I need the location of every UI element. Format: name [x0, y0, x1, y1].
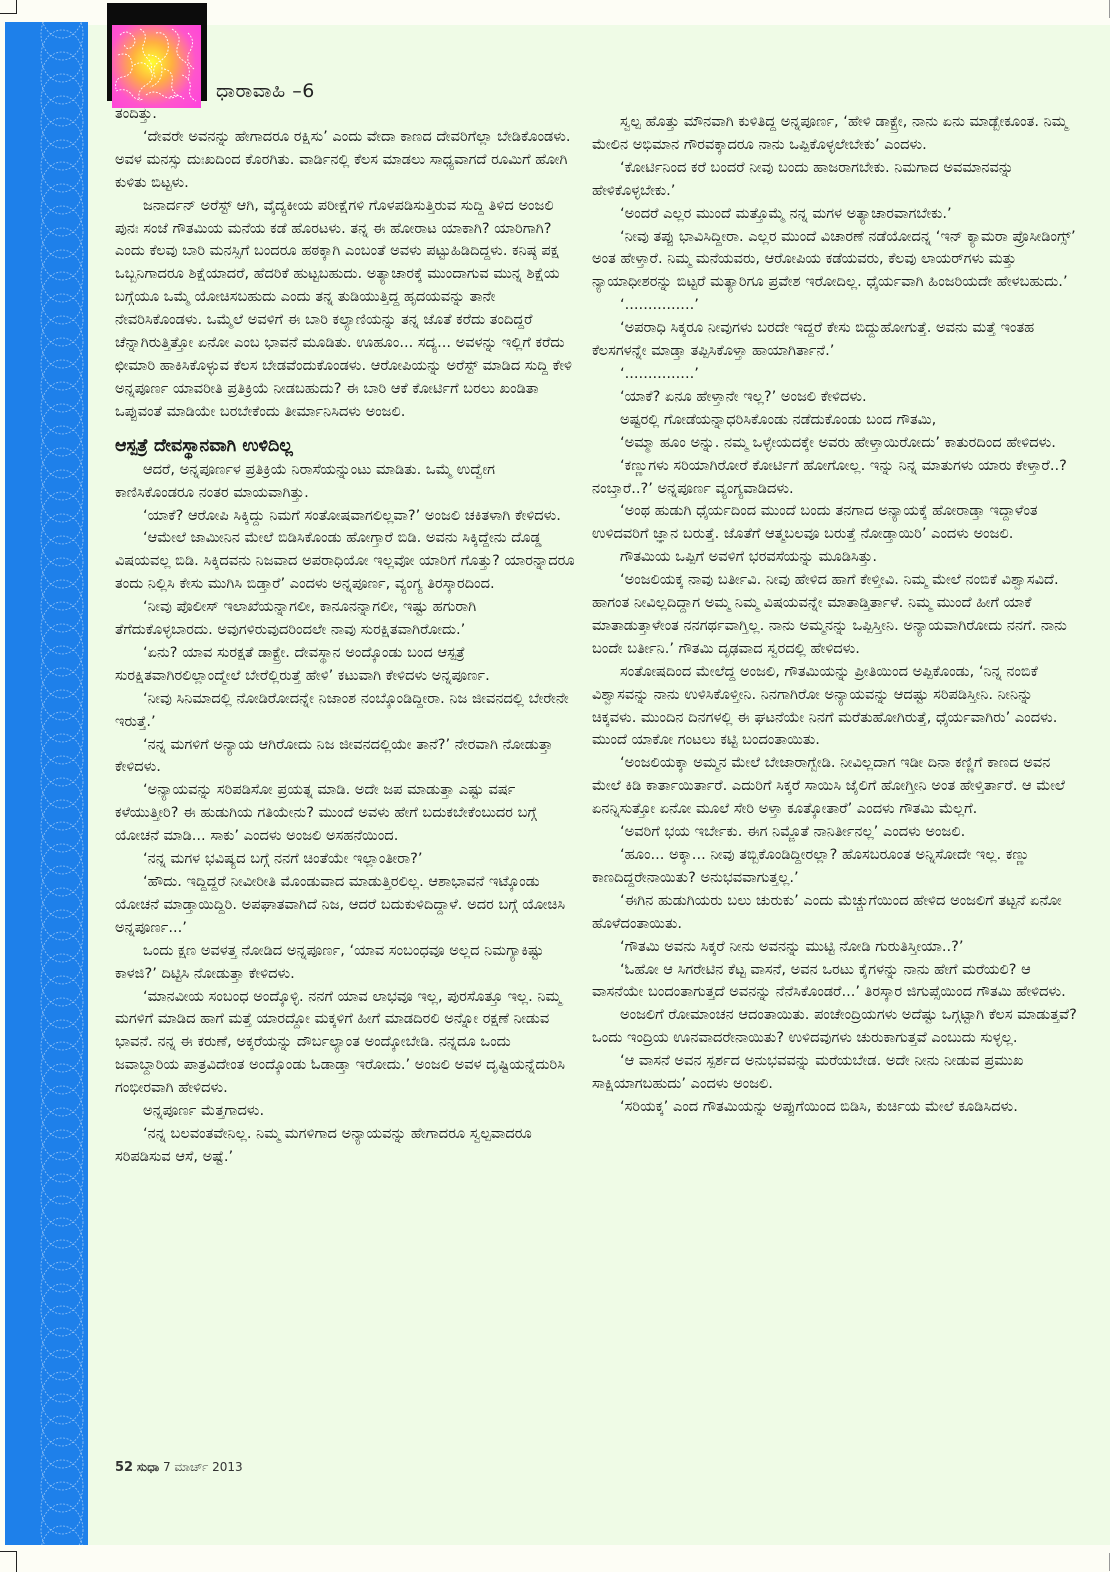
circle-ring: [41, 22, 83, 60]
paragraph: ಸಂತೋಷದಿಂದ ಮೇಲೆದ್ದ ಅಂಜಲಿ, ಗೌತಮಿಯನ್ನು ಪ್ರೀತಿಯಿಂದ ಅಪ್ಪಿಕೊಂಡು, ‘ನಿನ್ನ ನಂಬಿಕೆ ವಿಶ್ವಾಸವನ್ನು ನಾನು ಉಳಿಸಿಕೊಳ್ತೀನಿ. ನಿನಗಾಗಿರೋ ಅನ್ಯಾಯವನ್ನು ಆದಷ್ಟು ಸರಿಪಡಿಸ್ತೀನಿ. ನೀನಿನ್ನು ಚಿಕ್ಕವಳು. ಮುಂದಿನ ದಿನಗಳಲ್ಲಿ ಈ ಘಟನೆಯೇ ನಿನಗೆ ಮರೆತುಹೋಗಿರುತ್ತೆ, ಧೈರ್ಯವಾಗಿರು’ ಎಂದಳು. ಮುಂದೆ ಯಾಕೋ ಗಂಟಲು ಕಟ್ಟಿ ಬಂದಂತಾಯಿತು.: [592, 662, 1058, 749]
magazine-name: ಸುಧಾ: [136, 1460, 160, 1474]
paragraph: ‘ನೀವು ಸಿನಿಮಾದಲ್ಲಿ ನೋಡಿರೋದನ್ನೇ ನಿಜಾಂಶ ನಂಬ್ಕೊಂಡಿದ್ದೀರಾ. ನಿಜ ಜೀವನದಲ್ಲಿ ಬೇರೇನೇ ಇರುತ್ತೆ.’: [115, 689, 569, 730]
decorative-sidebar: [5, 22, 88, 1545]
paragraph: ‘ಓಹೋ ಆ ಸಿಗರೇಟಿನ ಕೆಟ್ಟ ವಾಸನೆ, ಅವನ ಒರಟು ಕೈಗಳನ್ನು ನಾನು ಹೇಗೆ ಮರೆಯಲಿ? ಆ ವಾಸನೆಯೇ ಬಂದಂತಾಗುತ್ತದೆ ಅವನನ್ನು ನೆನೆಸಿಕೊಂಡರೆ...’ ತಿರಸ್ಕಾರ ಜಿಗುಪ್ಸೆಯಿಂದ ಗೌತಮಿ ಹೇಳಿದಳು.: [592, 960, 1066, 1001]
paragraph: ಸ್ವಲ್ಪ ಹೊತ್ತು ಮೌನವಾಗಿ ಕುಳಿತಿದ್ದ ಅನ್ನಪೂರ್ಣ, ‘ಹೇಳಿ ಡಾಕ್ಟ್ರೇ, ನಾನು ಏನು ಮಾಡ್ಬೇಕೂಂತ. ನಿಮ್ಮ ಮೇಲಿನ ಅಭಿಮಾನ ಗೌರವಕ್ಕಾದರೂ ನಾನು ಒಪ್ಪಿಕೊಳ್ಳಲೇಬೇಕು’ ಎಂದಳು.: [592, 113, 1068, 153]
series-title: ಧಾರಾವಾಹಿ –6: [216, 80, 315, 102]
paragraph: ‘ಈಗಿನ ಹುಡುಗಿಯರು ಬಲು ಚುರುಕು’ ಎಂದು ಮೆಚ್ಚುಗೆಯಿಂದ ಹೇಳಿದ ಅಂಜಲಿಗೆ ತಟ್ಟನೆ ಏನೋ ಹೊಳೆದಂತಾಯಿತು.: [592, 891, 1062, 932]
paragraph: ‘ಕೋರ್ಟಿನಿಂದ ಕರೆ ಬಂದರೆ ನೀವು ಬಂದು ಹಾಜರಾಗಬೇಕು. ನಿಮಗಾದ ಅವಮಾನವನ್ನು ಹೇಳಿಕೊಳ್ಳಬೇಕು.’: [592, 158, 1014, 199]
paragraph: ‘ಯಾಕೆ? ಏನೂ ಹೇಳ್ತಾನೇ ಇಲ್ಲ?’ ಅಂಜಲಿ ಕೇಳಿದಳು.: [620, 387, 867, 405]
paragraph: ‘ಯಾಕೆ? ಆರೋಪಿ ಸಿಕ್ಕಿದ್ದು ನಿಮಗೆ ಸಂತೋಷವಾಗಲಿಲ್ಲವಾ?’ ಅಂಜಲಿ ಚಕಿತಳಾಗಿ ಕೇಳಿದಳು.: [143, 506, 561, 524]
circle-pattern-icon: [5, 22, 88, 1545]
paragraph: ‘ಹೂಂ... ಅಕ್ಕಾ... ನೀವು ತಬ್ಬಿಕೊಂಡಿದ್ದೀರಲ್ಲಾ? ಹೊಸಬರೂಂತ ಅನ್ನಿಸೋದೇ ಇಲ್ಲ. ಕಣ್ಣು ಕಾಣದಿದ್ದರೇನಾಯಿತು? ಅನುಭವವಾಗುತ್ತಲ್ಲ.’: [592, 846, 1030, 886]
paragraph: ‘ದೇವರೇ ಅವನನ್ನು ಹೇಗಾದರೂ ರಕ್ಷಿಸು’ ಎಂದು ವೇದಾ ಕಾಣದ ದೇವರಿಗೆಲ್ಲಾ ಬೇಡಿಕೊಂಡಳು. ಅವಳ ಮನಸ್ಸು ದುಃಖದಿಂದ ಕೊರಗಿತು. ವಾರ್ಡಿನಲ್ಲಿ ಕೆಲಸ ಮಾಡಲು ಸಾಧ್ಯವಾಗದೆ ರೂಮಿಗೆ ಹೋಗಿ ಕುಳಿತು ಬಿಟ್ಟಳು.: [115, 127, 571, 191]
paragraph: ‘...............’: [620, 364, 699, 382]
issue-date: 7 ಮಾರ್ಚ್ 2013: [162, 1460, 243, 1474]
paragraph: ಗೌತಮಿಯ ಒಪ್ಪಿಗೆ ಅವಳಿಗೆ ಭರವಸೆಯನ್ನು ಮೂಡಿಸಿತ್ತು.: [620, 548, 878, 566]
paragraph: ತಂದಿತ್ತು.: [115, 105, 157, 122]
page-number: 52: [115, 1460, 134, 1475]
paragraph: ‘ಏನು? ಯಾವ ಸುರಕ್ಷತೆ ಡಾಕ್ಟ್ರೇ. ದೇವಸ್ಥಾನ ಅಂದ್ಕೊಂಡು ಬಂದ ಆಸ್ಪತ್ರೆ ಸುರಕ್ಷಿತವಾಗಿರಲಿಲ್ಲಾಂದ್ಮೇಲೆ ಬೇರೆಲ್ಲಿರುತ್ತೆ ಹೇಳಿ’ ಕಟುವಾಗಿ ಕೇಳಿದಳು ಅನ್ನಪೂರ್ಣ.: [115, 643, 490, 684]
paragraph: ಜನಾರ್ದನ್ ಅರೆಸ್ಟ್ ಆಗಿ, ವೈದ್ಯಕೀಯ ಪರೀಕ್ಷೆಗಳಿ ಗೊಳಪಡಿಸುತ್ತಿರುವ ಸುದ್ದಿ ತಿಳಿದ ಅಂಜಲಿ ಪುನಃ ಸಂಜೆ ಗೌತಮಿಯ ಮನೆಯ ಕಡೆ ಹೊರಟಳು. ತನ್ನ ಈ ಹೋರಾಟ ಯಾಕಾಗಿ? ಯಾರಿಗಾಗಿ? ಎಂದು ಕೆಲವು ಬಾರಿ ಮನಸ್ಸಿಗೆ ಬಂದರೂ ಹಠಕ್ಕಾಗಿ ಎಂಬಂತೆ ಅವಳು ಪಟ್ಟುಹಿಡಿದಿದ್ದಳು. ಕನಿಷ್ಠ ಪಕ್ಷ ಒಬ್ಬನಿಗಾದರೂ ಶಿಕ್ಷೆಯಾದರೆ, ಹೆದರಿಕೆ ಹುಟ್ಟಬಹುದು. ಅತ್ಯಾಚಾರಕ್ಕೆ ಮುಂದಾಗುವ ಮುನ್ನ ಶಿಕ್ಷೆಯ ಬಗ್ಗೆಯೂ ಒಮ್ಮೆ ಯೋಚಿಸಬಹುದು ಎಂದು ತನ್ನ ತುಡಿಯುತ್ತಿದ್ದ ಹೃದಯವನ್ನು ತಾನೇ ನೇವರಿಸಿಕೊಂಡಳು. ಒಮ್ಮೆಲೆ ಅವಳಿಗೆ ಈ ಬಾರಿ ಕಲ್ಯಾಣಿಯನ್ನು ತನ್ನ ಜೊತೆ ಕರೆದು ತಂದಿದ್ದರೆ ಚೆನ್ನಾಗಿರುತ್ತಿತ್ತೋ ಏನೋ ಎಂಬ ಭಾವನೆ ಮೂಡಿತು. ಊಹೂಂ... ಸದ್ಯ... ಅವಳನ್ನು ಇಲ್ಲಿಗೆ ಕರೆದು ಛೀಮಾರಿ ಹಾಕಿಸಿಕೊಳ್ಳುವ ಕೆಲಸ ಬೇಡವೆಂದುಕೊಂಡಳು. ಆರೋಪಿಯನ್ನು ಅರೆಸ್ಟ್ ಮಾಡಿದ ಸುದ್ದಿ ಕೇಳಿ ಅನ್ನಪೂರ್ಣ ಯಾವರೀತಿ ಪ್ರತಿಕ್ರಿಯೆ ನೀಡಬಹುದು? ಈ ಬಾರಿ ಆಕೆ ಕೋರ್ಟಿಗೆ ಬರಲು ಖಂಡಿತಾ ಒಪ್ಪುವಂತೆ ಮಾಡಿಯೇ ಬರಬೇಕೆಂದು ತೀರ್ಮಾನಿಸಿದಳು ಅಂಜಲಿ.: [115, 196, 572, 420]
paragraph: ಅನ್ನಪೂರ್ಣ ಮೆತ್ತಗಾದಳು.: [143, 1102, 265, 1120]
paragraph: ‘ಕಣ್ಣುಗಳು ಸರಿಯಾಗಿರೋರೆ ಕೋರ್ಟಿಗೆ ಹೋಗೋಲ್ಲ. ಇನ್ನು ನಿನ್ನ ಮಾತುಗಳು ಯಾರು ಕೇಳ್ತಾರೆ..? ನಂಬ್ತಾರೆ..?’ ಅನ್ನಪೂರ್ಣ ವ್ಯಂಗ್ಯವಾಡಿದಳು.: [592, 456, 1067, 497]
circle-ring: [41, 1504, 83, 1545]
paragraph: ‘ಅಮ್ಮಾ ಹೂಂ ಅನ್ನು. ನಮ್ಮ ಒಳ್ಳೇಯದಕ್ಕೇ ಅವರು ಹೇಳ್ತಾಯಿರೋದು’ ಕಾತುರದಿಂದ ಹೇಳಿದಳು.: [620, 433, 1056, 451]
paragraph: ‘ಗೌತಮಿ ಅವನು ಸಿಕ್ಕರೆ ನೀನು ಅವನನ್ನು ಮುಟ್ಟಿ ನೋಡಿ ಗುರುತಿಸ್ತೀಯಾ..?’: [620, 937, 964, 955]
paragraph: ಅಂಜಲಿಗೆ ರೋಮಾಂಚನ ಆದಂತಾಯಿತು. ಪಂಚೇಂದ್ರಿಯಗಳು ಅದೆಷ್ಟು ಒಗ್ಗಟ್ಟಾಗಿ ಕೆಲಸ ಮಾಡುತ್ತವೆ? ಒಂದು ಇಂದ್ರಿಯ ಊನವಾದರೇನಾಯಿತು? ಉಳಿದವುಗಳು ಚುರುಕಾಗುತ್ತವೆ ಎಂಬುದು ಸುಳ್ಳಲ್ಲ.: [592, 1006, 1077, 1047]
circle-ring: [41, 1526, 83, 1545]
header-swirl-artwork: [112, 25, 201, 108]
swirl-pattern-icon: [112, 25, 201, 108]
paragraph: ‘ಆಮೇಲೆ ಜಾಮೀನಿನ ಮೇಲೆ ಬಿಡಿಸಿಕೊಂಡು ಹೋಗ್ತಾರೆ ಬಿಡಿ. ಅವನು ಸಿಕ್ಕಿದ್ದೇನು ದೊಡ್ಡ ವಿಷಯವಲ್ಲ ಬಿಡಿ. ಸಿಕ್ಕಿದವನು ನಿಜವಾದ ಅಪರಾಧಿಯೋ ಇಲ್ಲವೋ ಯಾರಿಗೆ ಗೊತ್ತು? ಯಾರನ್ನಾದರೂ ತಂದು ನಿಲ್ಲಿಸಿ ಕೇಸು ಮುಗಿಸಿ ಬಿಡ್ತಾರೆ’ ಎಂದಳು ಅನ್ನಪೂರ್ಣ, ವ್ಯಂಗ್ಯ ತಿರಸ್ಕಾರದಿಂದ.: [115, 529, 575, 593]
crop-mark-top-left: [0, 0, 17, 14]
paragraph: ‘ಸರಿಯಕ್ಕ’ ಎಂದ ಗೌತಮಿಯನ್ನು ಅಪ್ಪುಗೆಯಿಂದ ಬಿಡಿಸಿ, ಕುರ್ಚಿಯ ಮೇಲೆ ಕೂಡಿಸಿದಳು.: [620, 1097, 1018, 1115]
paragraph: ಆದರೆ, ಅನ್ನಪೂರ್ಣಳ ಪ್ರತಿಕ್ರಿಯೆ ನಿರಾಸೆಯನ್ನುಂಟು ಮಾಡಿತು. ಒಮ್ಮೆ ಉದ್ವೇಗ ಕಾಣಿಸಿಕೊಂಡರೂ ನಂತರ ಮಾಯವಾಗಿತ್ತು.: [115, 460, 496, 501]
right-column: [592, 111, 1077, 1119]
section-heading: ಆಸ್ಪತ್ರೆ ದೇವಸ್ಥಾನವಾಗಿ ಉಳಿದಿಲ್ಲ: [115, 435, 293, 456]
paragraph: ‘...............’: [620, 296, 699, 314]
paragraph: ‘ಮಾನವೀಯ ಸಂಬಂಧ ಅಂದ್ಕೊಳ್ಳಿ. ನನಗೆ ಯಾವ ಲಾಭವೂ ಇಲ್ಲ, ಪುರಸೊತ್ತೂ ಇಲ್ಲ. ನಿಮ್ಮ ಮಗಳಿಗೆ ಮಾಡಿದ ಹಾಗೆ ಮತ್ತೆ ಯಾರದ್ದೋ ಮಕ್ಕಳಿಗೆ ಹೀಗೆ ಮಾಡದಿರಲಿ ಅನ್ನೋ ರಕ್ಷಣೆ ನೀಡುವ ಭಾವನೆ. ನನ್ನ ಈ ಕರುಣೆ, ಅಕ್ಕರೆಯನ್ನು ದೌರ್ಬಲ್ಯಾಂತ ಅಂದ್ಕೋಬೇಡಿ. ನನ್ನದೂ ಒಂದು ಜವಾಬ್ದಾರಿಯ ಪಾತ್ರವಿದೇಂತ ಅಂದ್ಕೊಂಡು ಓಡಾಡ್ತಾ ಇರೋದು.’ ಅಂಜಲಿ ಅವಳ ದೃಷ್ಟಿಯನ್ನೆದುರಿಸಿ ಗಂಭೀರವಾಗಿ ಹೇಳಿದಳು.: [115, 987, 566, 1097]
paragraph: ‘ಅಪರಾಧಿ ಸಿಕ್ಕರೂ ನೀವುಗಳು ಬರದೇ ಇದ್ದರೆ ಕೇಸು ಬಿದ್ದುಹೋಗುತ್ತೆ. ಅವನು ಮತ್ತೆ ಇಂತಹ ಕೆಲಸಗಳನ್ನೇ ಮಾಡ್ತಾ ತಪ್ಪಿಸಿಕೊಳ್ತಾ ಹಾಯಾಗಿರ್ತಾನೆ.’: [592, 319, 1035, 360]
paragraph: ‘ಆ ವಾಸನೆ ಅವನ ಸ್ಪರ್ಶದ ಅನುಭವವನ್ನು ಮರೆಯಬೇಡ. ಅದೇ ನೀನು ನೀಡುವ ಪ್ರಮುಖ ಸಾಕ್ಷಿಯಾಗಬಹುದು’ ಎಂದಳು ಅಂಜಲಿ.: [592, 1052, 1024, 1093]
left-column: [115, 103, 577, 1169]
paragraph: ‘ಅನ್ಯಾಯವನ್ನು ಸರಿಪಡಿಸೋ ಪ್ರಯತ್ನ ಮಾಡಿ. ಅದೇ ಜಪ ಮಾಡುತ್ತಾ ಎಷ್ಟು ವರ್ಷ ಕಳೆಯುತ್ತೀರಿ? ಈ ಹುಡುಗಿಯ ಗತಿಯೇನು? ಮುಂದೆ ಅವಳು ಹೇಗೆ ಬದುಕಬೇಕೆಂಬುದರ ಬಗ್ಗೆ ಯೋಚನೆ ಮಾಡಿ... ಸಾಕು’ ಎಂದಳು ಅಂಜಲಿ ಅಸಹನೆಯಿಂದ.: [115, 781, 537, 845]
paragraph: ಅಷ್ಟರಲ್ಲಿ ಗೋಡೆಯನ್ನಾಧರಿಸಿಕೊಂಡು ನಡೆದುಕೊಂಡು ಬಂದ ಗೌತಮಿ,: [620, 410, 937, 428]
paragraph: ‘ನನ್ನ ಮಗಳಿಗೆ ಅನ್ಯಾಯ ಆಗಿರೋದು ನಿಜ ಜೀವನದಲ್ಲಿಯೇ ತಾನೆ?’ ನೇರವಾಗಿ ನೋಡುತ್ತಾ ಕೇಳಿದಳು.: [115, 735, 553, 776]
paragraph: ‘ಹೌದು. ಇದ್ದಿದ್ದರೆ ನೀವೀರೀತಿ ಮೊಂಡುವಾದ ಮಾಡುತ್ತಿರಲಿಲ್ಲ. ಆಶಾಭಾವನೆ ಇಟ್ಕೊಂಡು ಯೋಚನೆ ಮಾಡ್ತಾಯಿದ್ದಿರಿ. ಅಪಘಾತವಾಗಿದೆ ನಿಜ, ಆದರೆ ಬದುಕುಳಿದಿದ್ದಾಳೆ. ಅದರ ಬಗ್ಗೆ ಯೋಚಿಸಿ ಅನ್ನಪೂರ್ಣ...’: [115, 873, 566, 936]
paragraph: ‘ಅವರಿಗೆ ಭಯ ಇರ್ಬೇಕು. ಈಗ ನಿಮ್ಜೊತೆ ನಾನಿರ್ತೀನಲ್ಲ’ ಎಂದಳು ಅಂಜಲಿ.: [620, 823, 966, 841]
paragraph: ‘ಅಂಥ ಹುಡುಗಿ ಧೈರ್ಯದಿಂದ ಮುಂದೆ ಬಂದು ತನಗಾದ ಅನ್ಯಾಯಕ್ಕೆ ಹೋರಾಡ್ತಾ ಇದ್ದಾಳೆಂತ ಉಳಿದವರಿಗೆ ಜ್ಞಾನ ಬರುತ್ತೆ. ಜೊತೆಗೆ ಆತ್ಮಬಲವೂ ಬರುತ್ತೆ ನೋಡ್ತಾಯಿರಿ’ ಎಂದಳು ಅಂಜಲಿ.: [592, 502, 1038, 543]
paragraph: ‘ನೀವು ಪೊಲೀಸ್ ಇಲಾಖೆಯನ್ನಾಗಲೀ, ಕಾನೂನನ್ನಾಗಲೀ, ಇಷ್ಟು ಹಗುರಾಗಿ ತೆಗೆದುಕೊಳ್ಳಬಾರದು. ಅವುಗಳಿರುವುದರಿಂದಲೇ ನಾವು ಸುರಕ್ಷಿತವಾಗಿರೋದು.’: [115, 598, 477, 639]
paragraph: ‘ಅಂಜಲಿಯಕ್ಕ ನಾವು ಬರ್ತೀವಿ. ನೀವು ಹೇಳಿದ ಹಾಗೆ ಕೇಳ್ತೀವಿ. ನಿಮ್ಮ ಮೇಲೆ ನಂಬಿಕೆ ವಿಶ್ವಾಸವಿದೆ. ಹಾಗಂತ ನೀವಿಲ್ಲದಿದ್ದಾಗ ಅಮ್ಮ ನಿಮ್ಮ ವಿಷಯವನ್ನೇ ಮಾತಾಡ್ತಿರ್ತಾಳೆ. ನಿಮ್ಮ ಮುಂದೆ ಹೀಗೆ ಯಾಕೆ ಮಾತಾಡುತ್ತಾಳೇಂತ ನನಗರ್ಥವಾಗ್ತಿಲ್ಲ. ನಾನು ಅಮ್ಮನನ್ನು ಒಪ್ಪಿಸ್ತೀನಿ. ಅನ್ಯಾಯವಾಗಿರೋದು ನನಗೆ. ನಾನು ಬಂದೇ ಬರ್ತೀನಿ.’ ಗೌತಮಿ ದೃಢವಾದ ಸ್ವರದಲ್ಲಿ ಹೇಳಿದಳು.: [592, 571, 1067, 657]
page-footer: [115, 1460, 243, 1475]
crop-mark-bottom-left: [0, 1551, 17, 1572]
paragraph: ‘ನನ್ನ ಮಗಳ ಭವಿಷ್ಯದ ಬಗ್ಗೆ ನನಗೆ ಚಿಂತೆಯೇ ಇಲ್ಲಾಂತೀರಾ?’: [143, 850, 423, 868]
paragraph: ‘ಅಂದರೆ ಎಲ್ಲರ ಮುಂದೆ ಮತ್ತೊಮ್ಮೆ ನನ್ನ ಮಗಳ ಅತ್ಯಾಚಾರವಾಗಬೇಕು.’: [620, 204, 952, 222]
paragraph: ‘ನನ್ನ ಬಲವಂತವೇನಿಲ್ಲ. ನಿಮ್ಮ ಮಗಳಿಗಾದ ಅನ್ಯಾಯವನ್ನು ಹೇಗಾದರೂ ಸ್ವಲ್ಪವಾದರೂ ಸರಿಪಡಿಸುವ ಆಸೆ, ಅಷ್ಟೆ.’: [115, 1124, 532, 1165]
paragraph: ‘ನೀವು ತಪ್ಪು ಭಾವಿಸಿದ್ದೀರಾ. ಎಲ್ಲರ ಮುಂದೆ ವಿಚಾರಣೆ ನಡೆಯೋದನ್ನ ‘ಇನ್ ಕ್ಯಾಮರಾ ಪ್ರೊಸೀಡಿಂಗ್ಸ್’ ಅಂತ ಹೇಳ್ತಾರೆ. ನಿಮ್ಮ ಮನೆಯವರು, ಆರೋಪಿಯ ಕಡೆಯವರು, ಕೆಲವು ಲಾಯರ್‌ಗಳು ಮತ್ತು ನ್ಯಾಯಾಧೀಶರನ್ನು ಬಿಟ್ಟರೆ ಮತ್ಯಾರಿಗೂ ಪ್ರವೇಶ ಇರೋದಿಲ್ಲ. ಧೈರ್ಯವಾಗಿ ಹಿಂಜರಿಯದೇ ಹೇಳಬಹುದು.’: [592, 227, 1076, 291]
paragraph: ಒಂದು ಕ್ಷಣ ಅವಳತ್ತ ನೋಡಿದ ಅನ್ನಪೂರ್ಣ, ‘ಯಾವ ಸಂಬಂಧವೂ ಅಲ್ಲದ ನಿಮಗ್ಯಾಕಿಷ್ಟು ಕಾಳಜಿ?’ ದಿಟ್ಟಿಸಿ ನೋಡುತ್ತಾ ಕೇಳಿದಳು.: [115, 941, 544, 982]
paragraph: ‘ಅಂಜಲಿಯಕ್ಕಾ ಅಮ್ಮನ ಮೇಲೆ ಬೇಜಾರಾಗ್ಬೇಡಿ. ನೀವಿಲ್ಲದಾಗ ಇಡೀ ದಿನಾ ಕಣ್ಣಿಗೆ ಕಾಣದ ಅವನ ಮೇಲೆ ಕಿಡಿ ಕಾರ್ತಾಯಿರ್ತಾರೆ. ಎದುರಿಗೆ ಸಿಕ್ಕರೆ ಸಾಯಿಸಿ ಜೈಲಿಗೆ ಹೋಗ್ತೀನಿ ಅಂತ ಹೇಳ್ತಿರ್ತಾರೆ. ಆ ಮೇಲೆ ಏನನ್ನಿಸುತ್ತೋ ಏನೋ ಮೂಲೆ ಸೇರಿ ಅಳ್ತಾ ಕೂತ್ಕೋತಾರೆ’ ಎಂದಳು ಗೌತಮಿ ಮೆಲ್ಲಗೆ.: [592, 754, 1065, 818]
